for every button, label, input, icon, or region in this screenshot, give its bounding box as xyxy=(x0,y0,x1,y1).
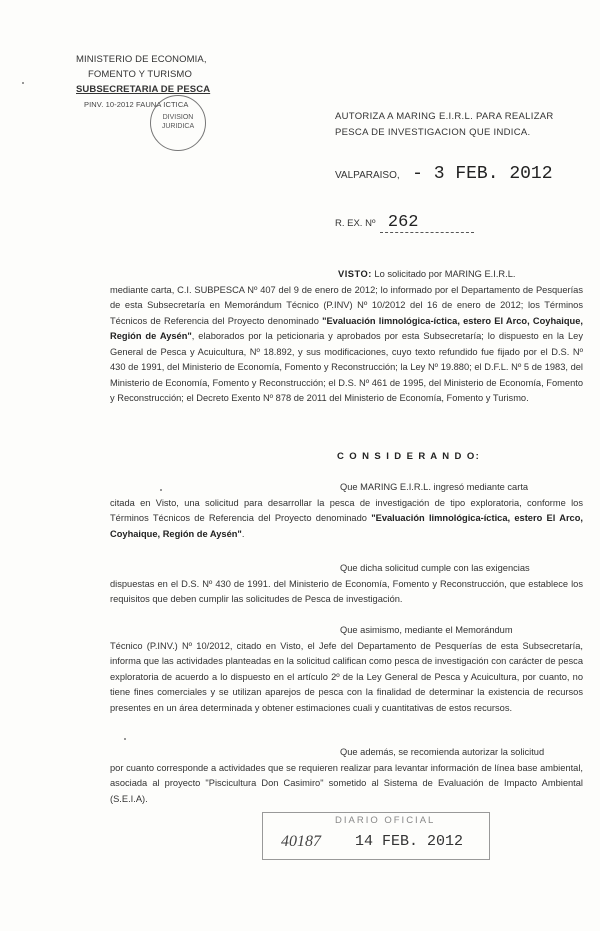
ministry-name: MINISTERIO DE ECONOMIA, xyxy=(76,54,207,65)
scan-speck xyxy=(22,82,24,84)
considerando-paragraph-1: Que MARING E.I.R.L. ingresó mediante carta citada en Visto, una solicitud para desarrollar la pesca de investigación de tipo exploratoria, conforme los Términos Técnicos de Referencia del Proyecto denominado "Evaluación limnológica-íctica, estero El Arco, Coyhaique, Región de Aysén". xyxy=(110,482,583,539)
diario-oficial-stamp xyxy=(262,812,490,860)
visto-label: VISTO: xyxy=(338,269,372,279)
considerando-paragraph-2: Que dicha solicitud cumple con las exigencias dispuestas en el D.S. Nº 430 de 1991. del Ministerio de Economía, Fomento y Reconstrucción, que establece los requisitos que deben cumplir las solicitudes de Pesca de investigación. xyxy=(110,563,583,604)
city-label: VALPARAISO, xyxy=(335,170,400,181)
resolution-title: AUTORIZA A MARING E.I.R.L. PARA REALIZAR PESCA DE INVESTIGACION QUE INDICA. xyxy=(335,111,554,138)
resolution-number-blank xyxy=(380,213,474,233)
diario-oficial-number: 40187 xyxy=(281,833,321,850)
considerando-paragraph-4: Que además, se recomienda autorizar la solicitud por cuanto corresponde a actividades que se requieren realizar para levantar información de línea base ambiental, asociada al proyecto "Piscicultura Don Casimiro" sometido al Sistema de Evaluación de Impacto Ambiental (S.E.I.A). xyxy=(110,747,583,804)
date-stamp: - 3 FEB. 2012 xyxy=(412,164,553,184)
ministry-subtitle: FOMENTO Y TURISMO xyxy=(88,69,192,80)
diario-oficial-title: DIARIO OFICIAL xyxy=(335,815,436,826)
scan-speck xyxy=(124,738,126,740)
diario-oficial-date: 14 FEB. 2012 xyxy=(355,833,464,850)
subsecretaria-name: SUBSECRETARIA DE PESCA xyxy=(76,84,211,95)
considerando-paragraph-3: Que asimismo, mediante el Memorándum Técnico (P.INV.) Nº 10/2012, citado en Visto, el Jefe del Departamento de Pesquerías de esta Subsecretaría, informa que las actividades planteadas en la solicitud califican como pesca de investigación con carácter de pesca exploratoria de acuerdo a lo dispuesto en el artículo 2º de la Ley General de Pesca y Acuicultura, por cuanto, no tiene fines comerciales y se utilizan aparejos de pesca con la finalidad de determinar la existencia de recursos presentes en un área determinada y obtener estimaciones cuali y cuantitativas de estos recursos. xyxy=(110,625,583,713)
visto-section: VISTO: Lo solicitado por MARING E.I.R.L. mediante carta, C.I. SUBPESCA Nº 407 del 9 de enero de 2012; lo informado por el Departamento de Pesquerías de esta Subsecretaría en Memorándum Técnico (P.INV) Nº 10/2012 del 16 de enero de 2012; los Términos Técnicos de Referencia del Proyecto denominado "Evaluación limnológica-íctica, estero El Arco, Coyhaique, Región de Aysén", elaborados por la peticionaria y aprobados por esta Subsecretaría; lo dispuesto en la Ley General de Pesca y Acuicultura, Nº 18.892, y sus modificaciones, cuyo texto refundido fue fijado por el D.S. Nº 430 de 1991, del Ministerio de Economía, Fomento y Reconstrucción; la Ley Nº 19.880; el D.F.L. Nº 5 de 1983, del Ministerio de Economía, Fomento y Reconstrucción; el D.S. Nº 461 de 1995, del Ministerio de Economía, Fomento y Reconstrucción; el Decreto Exento Nº 878 de 2011 del Ministerio de Economía, Fomento y Turismo. xyxy=(110,269,583,403)
project-name: "Evaluación limnológica-íctica, estero El Arco, Coyhaique, Región de Aysén" xyxy=(110,315,583,341)
document-reference: PINV. 10-2012 FAUNA ICTICA xyxy=(84,100,189,109)
resolution-number-line xyxy=(335,213,474,233)
division-juridica-stamp: DIVISION JURIDICA xyxy=(150,95,206,151)
considerando-heading: C O N S I D E R A N D O: xyxy=(337,451,481,462)
resolution-number: 262 xyxy=(387,213,419,232)
scan-speck xyxy=(160,489,162,491)
date-line xyxy=(335,164,553,184)
resolution-number-label: R. EX. Nº xyxy=(335,218,376,229)
